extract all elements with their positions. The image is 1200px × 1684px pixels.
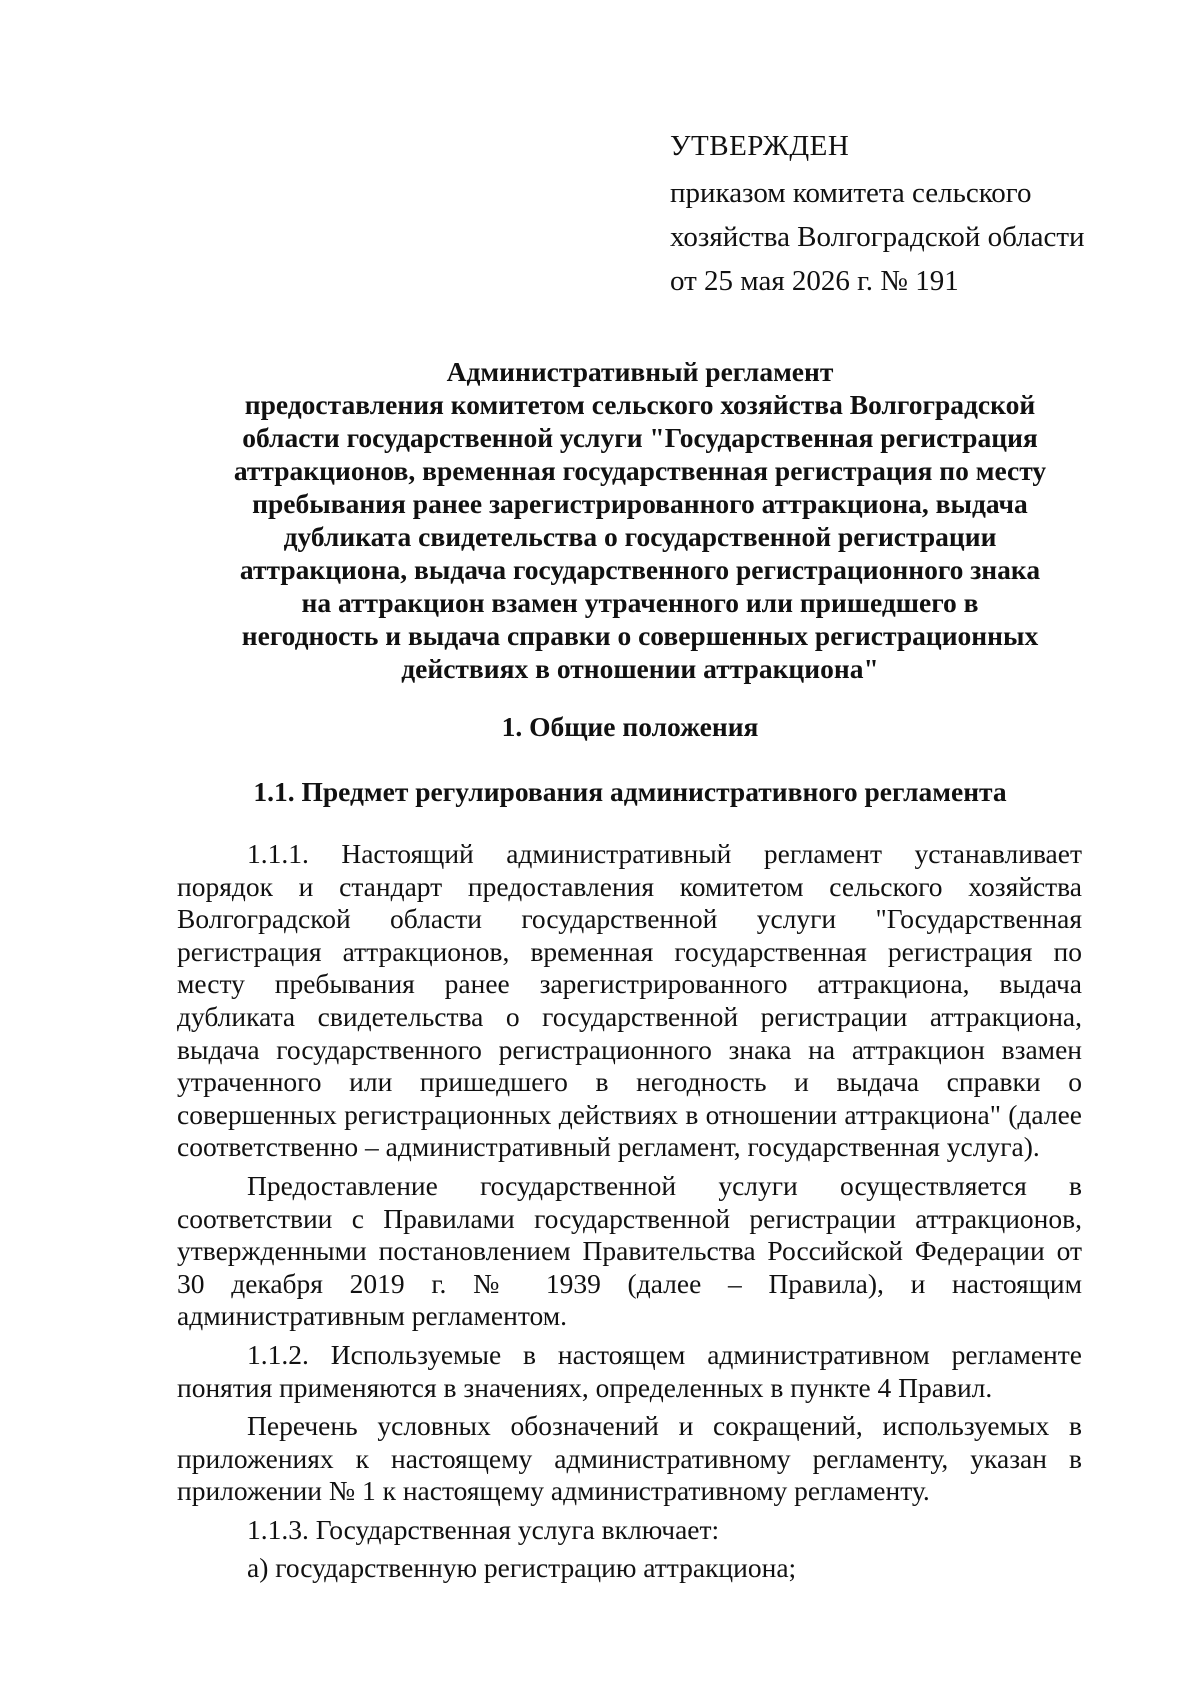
document-body <box>177 838 1082 1585</box>
paragraph: Перечень условных обозначений и сокращений, используемых в приложениях к настоящему административному регламенту, указан в приложении № 1 к настоящему административному регламенту. <box>177 1410 1082 1507</box>
approval-line: хозяйства Волгоградской области <box>670 221 1085 253</box>
title-line: аттракционов, временная государственная регистрация по месту <box>233 455 1047 486</box>
title-line: пребывания ранее зарегистрированного аттракциона, выдача <box>252 488 1028 519</box>
title-line: дубликата свидетельства о государственной регистрации <box>283 521 997 552</box>
paragraph: 1.1.3. Государственная услуга включает: <box>247 1513 720 1545</box>
title-line: области государственной услуги "Государственная регистрация <box>242 422 1038 453</box>
title-line: негодность и выдача справки о совершенных регистрационных <box>241 620 1039 651</box>
title-line: действиях в отношении аттракциона" <box>401 653 879 684</box>
paragraph: Предоставление государственной услуги осуществляется в соответствии с Правилами государственной регистрации аттракционов, утвержденными постановлением Правительства Российской Федерации от 30 декабря 2019 г. № 1939 (далее – Правила), и настоящим административным регламентом. <box>177 1169 1082 1332</box>
title-line: Административный регламент <box>446 356 834 387</box>
paragraph: 1.1.1. Настоящий административный регламент устанавливает порядок и стандарт предоставления комитетом сельского хозяйства Волгоградской области государственной услуги "Государственная регистрация аттракционов, временная государственная регистрация по месту пребывания ранее зарегистрированного аттракциона, выдача дубликата свидетельства о государственной регистрации аттракциона, выдача государственного регистрационного знака на аттракцион взамен утраченного или пришедшего в негодность и выдача справки о совершенных регистрационных действиях в отношении аттракциона" (далее соответственно – административный регламент, государственная услуга). <box>177 838 1082 1163</box>
title-line: аттракциона, выдача государственного регистрационного знака <box>239 554 1041 585</box>
paragraph: 1.1.2. Используемые в настоящем административном регламенте понятия применяются в значениях, определенных в пункте 4 Правил. <box>177 1338 1082 1403</box>
document-title <box>200 355 1080 685</box>
list-item: а) государственную регистрацию аттракциона; <box>247 1552 797 1584</box>
approval-date-line: от 25 мая 2026 г. № 191 <box>670 265 959 297</box>
approval-line: приказом комитета сельского <box>670 177 1032 209</box>
section-heading: 1. Общие положения <box>501 711 759 742</box>
approval-heading: УТВЕРЖДЕН <box>670 130 850 162</box>
approval-block <box>670 124 1130 303</box>
subsection-heading: 1.1. Предмет регулирования административного регламента <box>253 776 1007 807</box>
title-line: предоставления комитетом сельского хозяйства Волгоградской <box>244 389 1036 420</box>
title-line: на аттракцион взамен утраченного или пришедшего в <box>301 587 979 618</box>
